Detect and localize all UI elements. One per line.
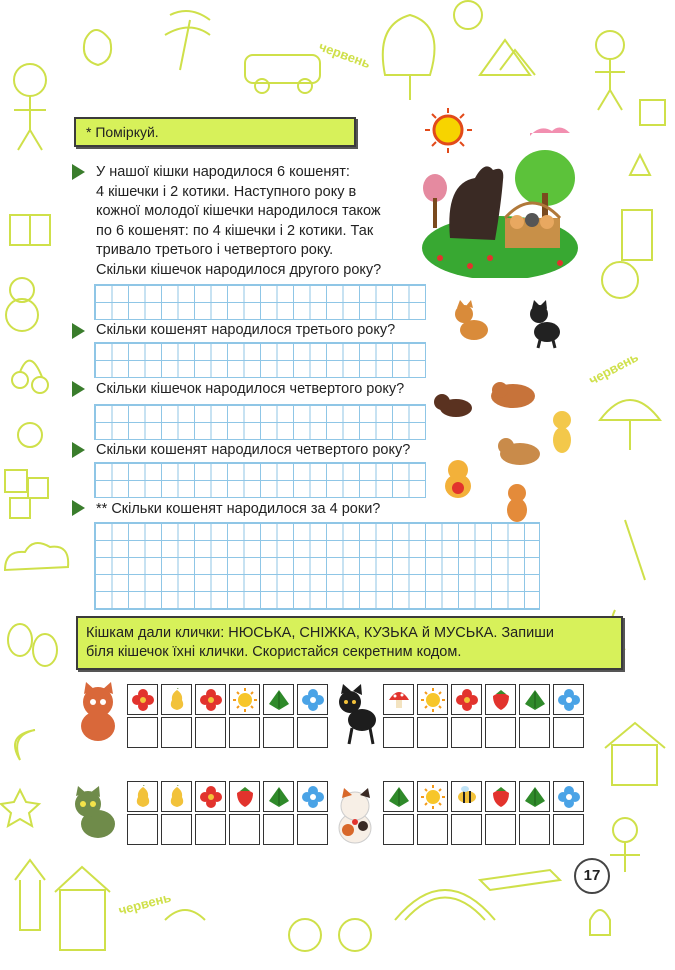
strawberry-icon: [233, 785, 257, 809]
answer-grid-3[interactable]: [94, 404, 426, 440]
code-cell: [161, 684, 192, 715]
strawberry-icon: [489, 785, 513, 809]
question-4: Скільки кошенят народилося четвертого року?: [96, 442, 411, 458]
task-arrow: [72, 323, 85, 339]
answer-cell[interactable]: [451, 814, 482, 845]
answer-cell[interactable]: [127, 717, 158, 748]
sun-icon: [421, 688, 445, 712]
think-banner-text: * Поміркуй.: [86, 124, 159, 140]
task-1-line: У нашої кішки народилося 6 кошенят:: [96, 164, 350, 180]
flower-red-icon: [131, 688, 155, 712]
code-cell: [383, 684, 414, 715]
answer-cell[interactable]: [519, 717, 550, 748]
mushroom-icon: [387, 688, 411, 712]
code-cell: [383, 781, 414, 812]
question-5: ** Скільки кошенят народилося за 4 роки?: [96, 501, 381, 517]
garden-cats-illustration: [420, 108, 580, 278]
task-1-line: тривало третього і четвертого року.: [96, 242, 334, 258]
pear-icon: [165, 785, 189, 809]
answer-cell[interactable]: [195, 814, 226, 845]
pear-icon: [131, 785, 155, 809]
question-3: Скільки кішечок народилося четвертого року?: [96, 381, 405, 397]
code-cell: [195, 781, 226, 812]
leaf-icon: [267, 688, 291, 712]
task-1-line: 4 кішечки і 2 котики. Наступного року в: [96, 183, 357, 200]
code-cell: [485, 684, 516, 715]
question-1: Скільки кішечок народилося другого року?: [96, 262, 382, 278]
answer-grid-1[interactable]: [94, 284, 426, 320]
answer-cell[interactable]: [161, 814, 192, 845]
answer-cell[interactable]: [417, 717, 448, 748]
code-cell: [161, 781, 192, 812]
code-cell: [297, 684, 328, 715]
names-banner: [76, 616, 623, 670]
code-cell: [263, 781, 294, 812]
bee-icon: [455, 785, 479, 809]
flower-blue-icon: [557, 688, 581, 712]
flower-red-icon: [199, 688, 223, 712]
answer-cell[interactable]: [297, 717, 328, 748]
question-2: Скільки кошенят народилося третього року?: [96, 322, 396, 338]
task-arrow: [72, 500, 85, 516]
answer-cell[interactable]: [195, 717, 226, 748]
answer-cell[interactable]: [161, 717, 192, 748]
task-1-line: по 6 кошенят: по 4 кішечки і 2 котики. Так: [96, 222, 374, 239]
answer-cell[interactable]: [519, 814, 550, 845]
answer-cell[interactable]: [297, 814, 328, 845]
cat-sitting-sticker-icon: [502, 482, 532, 524]
strawberry-icon: [489, 688, 513, 712]
code-cell: [519, 684, 550, 715]
flower-blue-icon: [301, 688, 325, 712]
answer-cell[interactable]: [263, 814, 294, 845]
sun-icon: [233, 688, 257, 712]
cat-black-icon: [336, 684, 382, 746]
code-cell: [229, 684, 260, 715]
code-cell: [127, 684, 158, 715]
answer-cell[interactable]: [553, 717, 584, 748]
cat-ginger-sticker-icon: [440, 458, 476, 500]
answer-cell[interactable]: [553, 814, 584, 845]
cat-calico-icon: [330, 786, 380, 846]
svg-text:червень: червень: [586, 349, 641, 388]
names-banner-line-2: біля кішечок їхні клички. Скористайся секретним кодом.: [86, 644, 462, 660]
cat-sleeping-sticker-icon: [488, 378, 538, 410]
svg-text:червень: червень: [116, 889, 173, 918]
flower-red-icon: [455, 688, 479, 712]
cat-yellow-sticker-icon: [548, 408, 576, 456]
task-1-line: кожної молодої кішечки народилося також: [96, 203, 381, 219]
cat-black-sticker-icon: [525, 300, 565, 350]
answer-grid-4[interactable]: [94, 462, 426, 498]
code-cell: [297, 781, 328, 812]
code-cell: [417, 684, 448, 715]
names-banner-line-1: Кішкам дали клички: НЮСЬКА, СНІЖКА, КУЗЬКА й МУСЬКА. Запиши: [86, 625, 554, 641]
cat-brown-sticker-icon: [432, 388, 474, 420]
code-cell: [127, 781, 158, 812]
answer-grid-5[interactable]: [94, 522, 540, 610]
task-arrow: [72, 442, 85, 458]
code-cell: [263, 684, 294, 715]
code-cell: [417, 781, 448, 812]
task-arrow: [72, 381, 85, 397]
answer-cell[interactable]: [229, 814, 260, 845]
code-cell: [519, 781, 550, 812]
cat-orange-sticker-icon: [452, 300, 492, 345]
answer-cell[interactable]: [451, 717, 482, 748]
flower-blue-icon: [301, 785, 325, 809]
code-cell: [451, 781, 482, 812]
answer-cell[interactable]: [383, 717, 414, 748]
code-cell: [485, 781, 516, 812]
leaf-icon: [523, 785, 547, 809]
cat-green-icon: [68, 786, 124, 844]
leaf-icon: [523, 688, 547, 712]
leaf-icon: [267, 785, 291, 809]
task-1-text: [96, 163, 416, 261]
answer-cell[interactable]: [417, 814, 448, 845]
code-cell: [553, 781, 584, 812]
sun-icon: [421, 785, 445, 809]
leaf-icon: [387, 785, 411, 809]
pear-icon: [165, 688, 189, 712]
code-cell: [451, 684, 482, 715]
task-arrow: [72, 164, 85, 180]
answer-cell[interactable]: [383, 814, 414, 845]
answer-grid-2[interactable]: [94, 342, 426, 378]
answer-cell[interactable]: [485, 717, 516, 748]
code-cell: [195, 684, 226, 715]
cat-orange-icon: [72, 680, 124, 744]
think-banner: [74, 117, 356, 147]
answer-cell[interactable]: [229, 717, 260, 748]
answer-cell[interactable]: [485, 814, 516, 845]
cat-lying-sticker-icon: [496, 432, 542, 468]
page-number: 17: [574, 858, 610, 894]
code-cell: [229, 781, 260, 812]
svg-text:червень: червень: [316, 38, 373, 72]
flower-red-icon: [199, 785, 223, 809]
flower-blue-icon: [557, 785, 581, 809]
answer-cell[interactable]: [127, 814, 158, 845]
answer-cell[interactable]: [263, 717, 294, 748]
code-cell: [553, 684, 584, 715]
